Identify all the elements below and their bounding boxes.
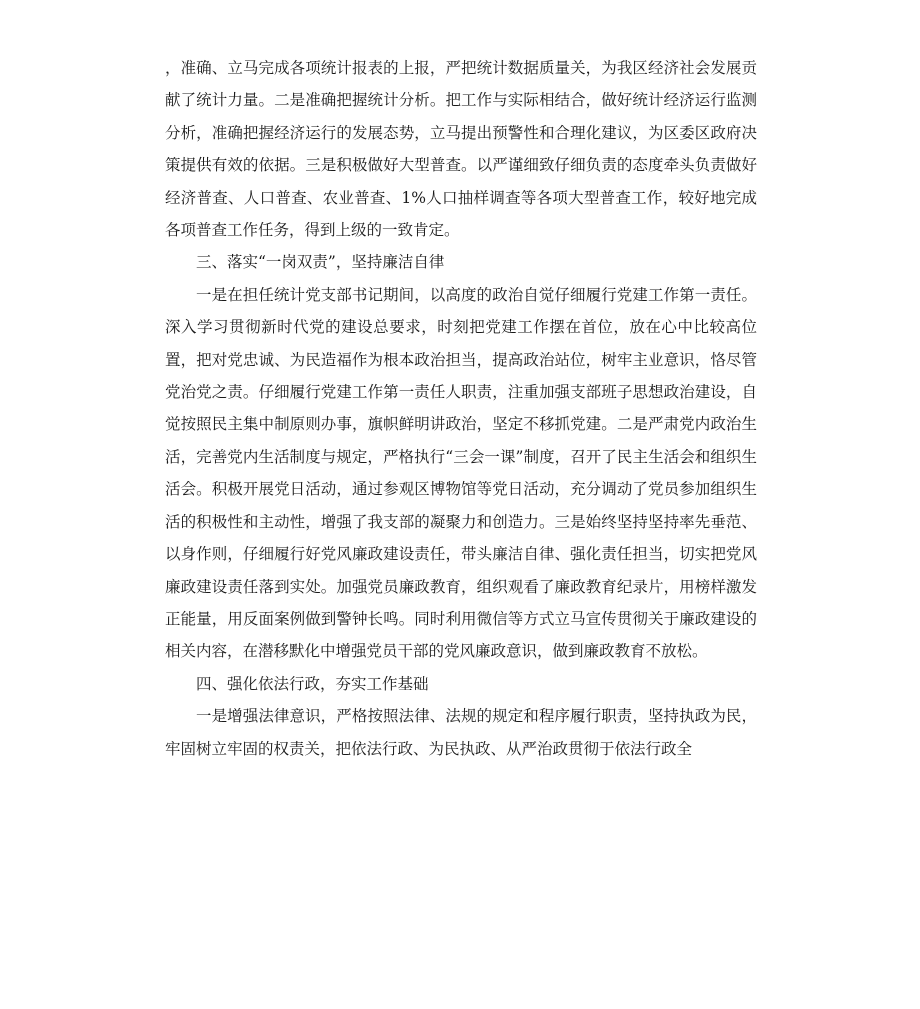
- section-heading-3: 三、落实“一岗双责”，坚持廉洁自律: [196, 253, 445, 272]
- body-paragraph-1: ，准确、立马完成各项统计报表的上报，严把统计数据质量关，为我区经济社会发展贡献了统计力量。二是准确把握统计分析。把工作与实际相结合，做好统计经济运行监测分析，准确把握经济运行的发展态势，立马提出预警性和合理化建议，为区委区政府决策提供有效的依据。三是积极做好大型普查。以严谨细致仔细负责的态度牵头负责做好经济普查、人口普查、农业普查、1%人口抽样调查等各项大型普查工作，较好地完成各项普查工作任务，得到上级的一致肯定。: [165, 59, 757, 240]
- section-heading-4: 四、强化依法行政，夯实工作基础: [196, 674, 429, 693]
- document-page: [165, 52, 757, 765]
- body-paragraph-2: 一是在担任统计党支部书记期间，以高度的政治自觉仔细履行党建工作第一责任。深入学习贯彻新时代党的建设总要求，时刻把党建工作摆在首位，放在心中比较高位置，把对党忠诚、为民造福作为根本政治担当，提高政治站位，树牢主业意识，恪尽管党治党之责。仔细履行党建工作第一责任人职责，注重加强支部班子思想政治建设，自觉按照民主集中制原则办事，旗帜鲜明讲政治，坚定不移抓党建。二是严肃党内政治生活，完善党内生活制度与规定，严格执行“三会一课”制度，召开了民主生活会和组织生活会。积极开展党日活动，通过参观区博物馆等党日活动，充分调动了党员参加组织生活的积极性和主动性，增强了我支部的凝聚力和创造力。三是始终坚持坚持率先垂范、以身作则，仔细履行好党风廉政建设责任，带头廉洁自律、强化责任担当，切实把党风廉政建设责任落到实处。加强党员廉政教育，组织观看了廉政教育纪录片，用榜样激发正能量，用反面案例做到警钟长鸣。同时利用微信等方式立马宣传贯彻关于廉政建设的相关内容，在潜移默化中增强党员干部的党风廉政意识，做到廉政教育不放松。: [165, 285, 757, 661]
- body-paragraph-3: 一是增强法律意识，严格按照法律、法规的规定和程序履行职责，坚持执政为民，牢固树立牢固的权责关，把依法行政、为民执政、从严治政贯彻于依法行政全: [165, 707, 757, 758]
